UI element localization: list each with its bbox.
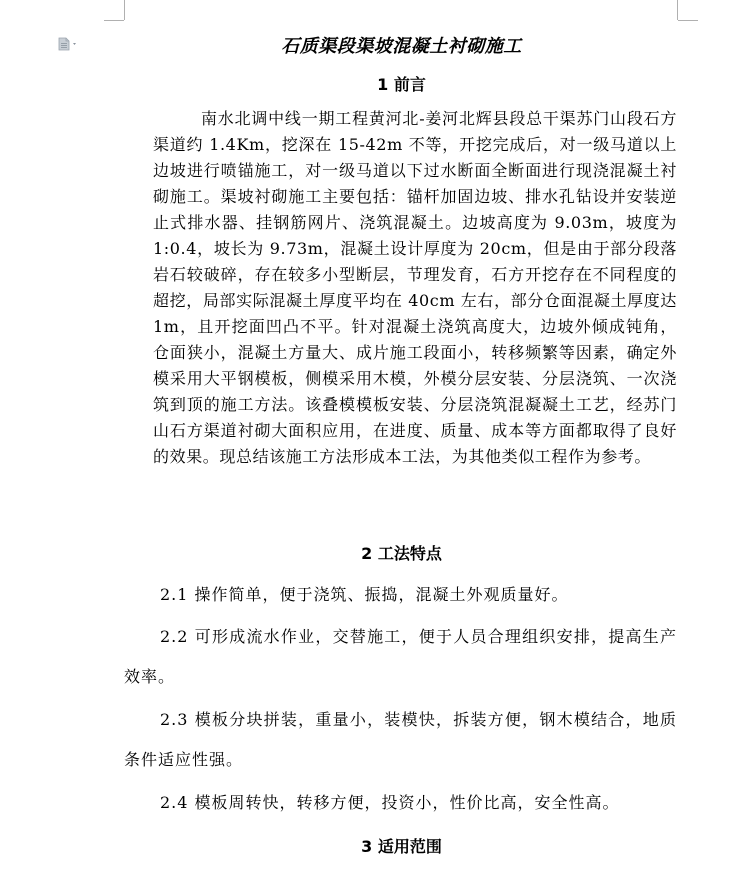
feature-item: 2.4 模板周转快，转移方便，投资小，性价比高，安全性高。: [160, 793, 620, 812]
crop-mark-top-left-horizontal: [104, 20, 124, 21]
document-icon[interactable]: [58, 36, 80, 50]
introduction-paragraph: 南水北调中线一期工程黄河北-姜河北辉县段总干渠苏门山段石方渠道约 1.4Km，挖深在 15-42m 不等，开挖完成后，对一级马道以上边坡进行喷锚施工，对一级马道以下过水断面全断面进行现浇混凝土衬砌施工。渠坡衬砌施工主要包括：锚杆加固边坡、排水孔钻设并安装逆止式排水器、挂钢筋网片、浇筑混凝土。边坡高度为 9.03m，坡度为 1:0.4，坡长为 9.73m，混凝土设计厚度为 20cm，但是由于部分段落岩石较破碎，存在较多小型断层，节理发育，石方开挖存在不同程度的超挖，局部实际混凝土厚度平均在 40cm 左右，部分仓面混凝土厚度达 1m，且开挖面凹凸不平。针对混凝土浇筑高度大，边坡外倾成钝角，仓面狭小，混凝土方量大、成片施工段面小，转移频繁等因素，确定外模采用大平钢模板，侧模采用木模，外模分层安装、分层浇筑、一次浇筑到顶的施工方法。该叠模模板安装、分层浇筑混凝凝土工艺，经苏门山石方渠道衬砌大面积应用，在进度、质量、成本等方面都取得了良好的效果。现总结该施工方法形成本工法，为其他类似工程作为参考。: [153, 109, 677, 466]
section-heading-scope: 3 适用范围: [361, 837, 442, 856]
section-heading-features: 2 工法特点: [361, 544, 442, 563]
document-title: 石质渠段渠坡混凝土衬砌施工: [281, 36, 522, 57]
crop-mark-top-left-vertical: [124, 0, 125, 20]
feature-item: 2.2 可形成流水作业，交替施工，便于人员合理组织安排，提高生产效率。: [124, 627, 677, 686]
crop-mark-top-right-vertical: [677, 0, 678, 20]
crop-mark-top-right-horizontal: [678, 20, 698, 21]
section-heading-introduction: 1 前言: [377, 75, 426, 94]
feature-item: 2.3 模板分块拼装，重量小，装模快，拆装方便，钢木模结合，地质条件适应性强。: [124, 710, 677, 769]
feature-item: 2.1 操作简单，便于浇筑、振捣，混凝土外观质量好。: [160, 585, 569, 604]
